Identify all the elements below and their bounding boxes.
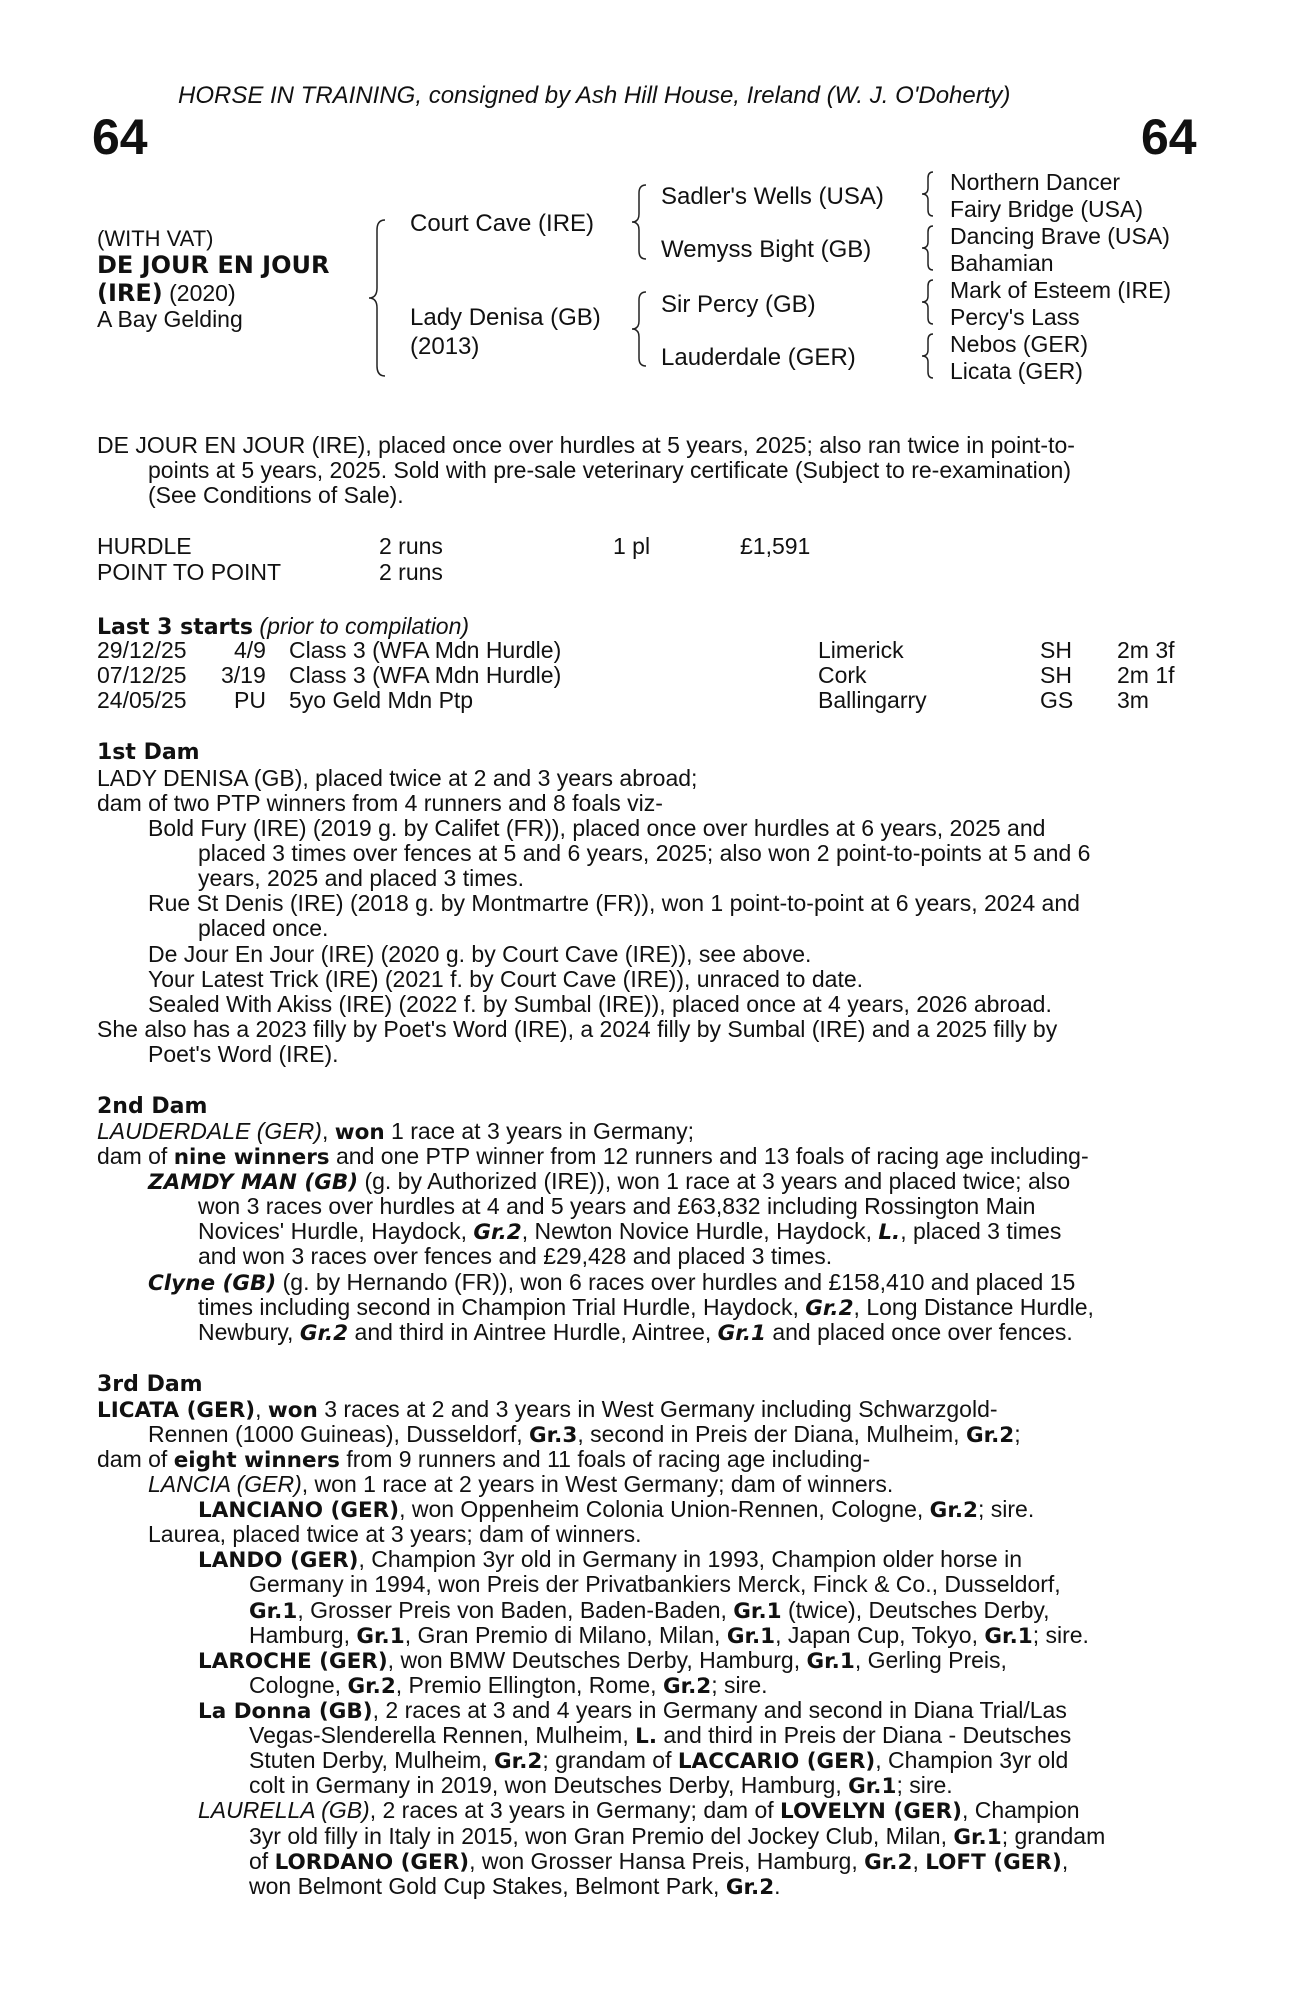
pedigree-gen3-5: Mark of Esteem (IRE) — [950, 277, 1172, 303]
text: , Champion 3yr old in Germany in 1993, Champion older horse in — [358, 1546, 1023, 1572]
grade-badge: Gr.2 — [965, 1423, 1015, 1448]
zamdy-man-name: ZAMDY MAN (GB) — [148, 1170, 359, 1195]
text: Novices' Hurdle, Haydock, — [198, 1218, 474, 1244]
text: , 2 races at 3 years in Germany; dam of — [369, 1797, 781, 1823]
winners-count: eight winners — [173, 1448, 340, 1473]
start-distance: 2m 3f — [1117, 637, 1175, 663]
pedigree-gen3-4: Bahamian — [950, 250, 1054, 276]
record-placed-1: 1 pl — [613, 533, 651, 559]
produce-latest-trick: Your Latest Trick (IRE) (2021 f. by Court Cave (IRE)), unraced to date. — [148, 966, 864, 992]
start-distance: 2m 1f — [1117, 662, 1175, 688]
pedigree-sire: Court Cave (IRE) — [410, 210, 595, 237]
last-starts-subtitle: (prior to compilation) — [253, 613, 470, 639]
grade-badge: Gr.2 — [805, 1296, 854, 1321]
produce-de-jour: De Jour En Jour (IRE) (2020 g. by Court Cave (IRE)), see above. — [148, 941, 812, 967]
start-date: 29/12/25 — [97, 637, 187, 663]
text: times including second in Champion Trial Hurdle, Haydock, — [198, 1294, 806, 1320]
text: , Premio Ellington, Rome, — [395, 1672, 663, 1698]
text: dam of — [97, 1446, 174, 1472]
produce-la-donna-cont — [249, 1723, 1071, 1750]
winners-count: nine winners — [173, 1145, 330, 1170]
pedigree-brace-3b — [919, 224, 937, 272]
grade-badge: Gr.1 — [806, 1649, 855, 1674]
produce-laurella-cont — [249, 1874, 781, 1901]
produce-lancia — [148, 1472, 893, 1498]
pedigree-brace-3d — [919, 332, 937, 380]
text: ; sire. — [711, 1672, 768, 1698]
text: Cologne, — [249, 1672, 348, 1698]
produce-clyne-cont — [198, 1320, 1073, 1347]
produce-zamdy-man-cont: won 3 races over hurdles at 4 and 5 years and £63,832 including Rossington Main — [198, 1193, 1036, 1219]
grade-badge: Gr.1 — [726, 1624, 776, 1649]
laccario-name: LACCARIO (GER) — [677, 1749, 876, 1774]
start-date: 07/12/25 — [97, 662, 187, 688]
text: and one PTP winner from 12 runners and 13 foals of racing age including- — [329, 1143, 1089, 1169]
text: , won 1 race at 2 years in West Germany; dam of winners. — [301, 1471, 894, 1497]
record-type-2: POINT TO POINT — [97, 559, 282, 585]
text: , Gran Premio di Milano, Milan, — [404, 1622, 727, 1648]
produce-laurella-cont — [249, 1849, 1068, 1876]
text: 3 races at 2 and 3 years in West Germany including Schwarzgold- — [317, 1396, 998, 1422]
grade-badge: Gr.2 — [473, 1220, 522, 1245]
produce-sealed-with-akiss: Sealed With Akiss (IRE) (2022 f. by Sumbal (IRE)), placed once at 4 years, 2026 abroad. — [148, 991, 1052, 1017]
pedigree-dam-year: (2013) — [410, 333, 480, 360]
vat-label: (WITH VAT) — [97, 226, 214, 251]
text: , Champion — [961, 1797, 1080, 1823]
produce-la-donna-cont — [249, 1773, 953, 1800]
produce-zamdy-man-cont: and won 3 races over fences and £29,428 and placed 3 times. — [198, 1243, 833, 1269]
third-dam-line-1 — [97, 1397, 998, 1424]
start-course: Ballingarry — [818, 687, 927, 713]
text: , won Oppenheim Colonia Union-Rennen, Cologne, — [399, 1496, 930, 1522]
lando-name: LANDO (GER) — [198, 1548, 359, 1573]
pedigree-brace-3a — [919, 170, 937, 218]
lovelyn-name: LOVELYN (GER) — [780, 1799, 962, 1824]
listed-badge: L. — [878, 1220, 901, 1245]
produce-laroche-cont — [249, 1673, 768, 1700]
horse-year: (2020) — [162, 280, 236, 306]
lot-number-left: 64 — [92, 109, 148, 165]
produce-la-donna-cont — [249, 1748, 1068, 1775]
text: dam of — [97, 1143, 174, 1169]
produce-laroche — [198, 1648, 1007, 1675]
pedigree-brace-2a — [628, 183, 650, 261]
text: Stuten Derby, Mulheim, — [249, 1747, 495, 1773]
start-position: 3/19 — [221, 662, 266, 688]
summary-line-3: (See Conditions of Sale). — [148, 482, 404, 508]
produce-bold-fury-cont: placed 3 times over fences at 5 and 6 years, 2025; also won 2 point-to-points at 5 and 6 — [198, 840, 1091, 866]
first-dam-line: LADY DENISA (GB), placed twice at 2 and 3 years abroad; — [97, 765, 698, 791]
text: , Newton Novice Hurdle, Haydock, — [521, 1218, 879, 1244]
produce-la-donna — [198, 1698, 1067, 1725]
produce-bold-fury: Bold Fury (IRE) (2019 g. by Califet (FR)), placed once over hurdles at 6 years, 2025 and — [148, 815, 1046, 841]
grade-badge: Gr.2 — [299, 1321, 349, 1346]
start-course: Cork — [818, 662, 867, 688]
text: and placed once over fences. — [765, 1319, 1073, 1345]
text: , 2 races at 3 and 4 years in Germany and second in Diana Trial/Las — [372, 1697, 1067, 1723]
text: ; sire. — [896, 1772, 953, 1798]
second-dam-name: LAUDERDALE (GER) — [97, 1118, 322, 1144]
text: , Gerling Preis, — [854, 1647, 1007, 1673]
text: , Japan Cup, Tokyo, — [775, 1622, 985, 1648]
produce-rue-st-denis-cont: placed once. — [198, 915, 329, 941]
grade-badge: Gr.1 — [733, 1599, 782, 1624]
text: ; grandam of — [542, 1747, 678, 1773]
pedigree-brace-3c — [919, 278, 937, 326]
first-dam-heading: 1st Dam — [97, 740, 200, 765]
text: won Belmont Gold Cup Stakes, Belmont Park, — [249, 1873, 726, 1899]
start-going: SH — [1040, 662, 1072, 688]
clyne-name: Clyne (GB) — [148, 1271, 277, 1296]
lancia-name: LANCIA (GER) — [148, 1471, 302, 1497]
start-going: SH — [1040, 637, 1072, 663]
text: Newbury, — [198, 1319, 300, 1345]
text: , won Grosser Hansa Preis, Hamburg, — [469, 1848, 865, 1874]
text: (twice), Deutsches Derby, — [781, 1597, 1050, 1623]
pedigree-dam-dam: Lauderdale (GER) — [661, 344, 856, 371]
produce-lando-cont: Germany in 1994, won Preis der Privatbankiers Merck, Finck & Co., Dusseldorf, — [249, 1571, 1061, 1597]
loft-name: LOFT (GER) — [925, 1850, 1062, 1875]
first-dam-also-cont: Poet's Word (IRE). — [148, 1041, 339, 1067]
produce-zamdy-man-cont — [198, 1219, 1061, 1246]
laurella-name: LAURELLA (GB) — [198, 1797, 370, 1823]
summary-line-2: points at 5 years, 2025. Sold with pre-sale veterinary certificate (Subject to re-examination) — [148, 457, 1071, 483]
record-runs-2: 2 runs — [379, 559, 443, 585]
start-going: GS — [1040, 687, 1074, 713]
won-bold: won — [267, 1398, 318, 1423]
record-earnings-1: £1,591 — [740, 533, 811, 559]
produce-lando — [198, 1547, 1022, 1574]
text: , Champion 3yr old — [875, 1747, 1069, 1773]
produce-lando-cont — [249, 1598, 1050, 1625]
text: and third in Aintree Hurdle, Aintree, — [348, 1319, 718, 1345]
start-date: 24/05/25 — [97, 687, 187, 713]
punct: ; — [1014, 1421, 1021, 1447]
pedigree-dam-sire: Sir Percy (GB) — [661, 291, 816, 318]
grade-badge: Gr.2 — [347, 1674, 396, 1699]
second-dam-line-2 — [97, 1144, 1089, 1171]
start-race: Class 3 (WFA Mdn Hurdle) — [289, 637, 562, 663]
grade-badge: Gr.2 — [725, 1875, 775, 1900]
produce-bold-fury-cont: years, 2025 and placed 3 times. — [198, 865, 525, 891]
produce-zamdy-man — [148, 1169, 1070, 1196]
pedigree-gen3-8: Licata (GER) — [950, 358, 1083, 384]
grade-badge: Gr.3 — [529, 1423, 578, 1448]
produce-clyne-cont — [198, 1295, 1094, 1322]
pedigree-brace-1 — [365, 218, 389, 378]
punct: , — [912, 1848, 926, 1874]
text: and third in Preis der Diana - Deutsches — [657, 1722, 1072, 1748]
lot-number-right: 64 — [1141, 109, 1197, 165]
pedigree-gen3-6: Percy's Lass — [950, 304, 1080, 330]
horse-name-suffix-row — [97, 279, 236, 307]
text: 3yr old filly in Italy in 2015, won Gran Premio del Jockey Club, Milan, — [249, 1823, 954, 1849]
text: (g. by Hernando (FR)), won 6 races over hurdles and £158,410 and placed 15 — [276, 1269, 1076, 1295]
grade-badge: Gr.1 — [717, 1321, 766, 1346]
produce-lando-cont — [249, 1623, 1089, 1650]
grade-badge: Gr.2 — [662, 1674, 712, 1699]
won-bold: won — [334, 1120, 385, 1145]
second-dam-heading: 2nd Dam — [97, 1094, 208, 1119]
produce-rue-st-denis: Rue St Denis (IRE) (2018 g. by Montmartre (FR)), won 1 point-to-point at 6 years, 2024 and — [148, 890, 1080, 916]
pedigree-gen3-1: Northern Dancer — [950, 169, 1121, 195]
pedigree-sire-dam: Wemyss Bight (GB) — [661, 236, 872, 263]
grade-badge: Gr.1 — [953, 1825, 1002, 1850]
first-dam-line: dam of two PTP winners from 4 runners and 8 foals viz- — [97, 790, 663, 816]
grade-badge: Gr.2 — [929, 1498, 978, 1523]
produce-laurea: Laurea, placed twice at 3 years; dam of winners. — [148, 1521, 642, 1547]
text: of — [249, 1848, 275, 1874]
text: Vegas-Slenderella Rennen, Mulheim, — [249, 1722, 636, 1748]
third-dam-name: LICATA (GER) — [97, 1398, 256, 1423]
text: , second in Preis der Diana, Mulheim, — [577, 1421, 966, 1447]
pedigree-gen3-7: Nebos (GER) — [950, 331, 1089, 357]
text: Rennen (1000 Guineas), Dusseldorf, — [148, 1421, 529, 1447]
text: , Grosser Preis von Baden, Baden-Baden, — [297, 1597, 734, 1623]
produce-laurella-cont — [249, 1824, 1105, 1851]
grade-badge: Gr.1 — [356, 1624, 405, 1649]
text: ; grandam — [1001, 1823, 1106, 1849]
punct: , — [321, 1118, 335, 1144]
text: (g. by Authorized (IRE)), won 1 race at 3 years and placed twice; also — [358, 1168, 1071, 1194]
third-dam-line-3 — [97, 1447, 870, 1474]
start-course: Limerick — [818, 637, 904, 663]
horse-name: DE JOUR EN JOUR — [97, 251, 330, 279]
produce-clyne — [148, 1270, 1075, 1297]
third-dam-heading: 3rd Dam — [97, 1372, 203, 1397]
consignment-header: HORSE IN TRAINING, consigned by Ash Hill House, Ireland (W. J. O'Doherty) — [178, 82, 1011, 109]
text: ; sire. — [1032, 1622, 1089, 1648]
text: ; sire. — [977, 1496, 1035, 1522]
text: , Long Distance Hurdle, — [853, 1294, 1094, 1320]
pedigree-gen3-2: Fairy Bridge (USA) — [950, 196, 1143, 222]
punct: , — [255, 1396, 268, 1422]
grade-badge: Gr.1 — [249, 1599, 298, 1624]
lordano-name: LORDANO (GER) — [274, 1850, 470, 1875]
punct: , — [1061, 1848, 1069, 1874]
text: , won BMW Deutsches Derby, Hamburg, — [387, 1647, 807, 1673]
horse-description: A Bay Gelding — [97, 306, 243, 332]
summary-line-1: DE JOUR EN JOUR (IRE), placed once over hurdles at 5 years, 2025; also ran twice in point-to- — [97, 432, 1075, 458]
start-position: PU — [234, 687, 266, 713]
pedigree-dam: Lady Denisa (GB) — [410, 304, 601, 331]
text: colt in Germany in 2019, won Deutsches Derby, Hamburg, — [249, 1772, 849, 1798]
pedigree-sire-sire: Sadler's Wells (USA) — [661, 183, 884, 210]
text: from 9 runners and 11 foals of racing age including- — [339, 1446, 871, 1472]
last-starts-title: Last 3 starts — [97, 615, 254, 640]
produce-lanciano — [198, 1497, 1034, 1524]
grade-badge: Gr.1 — [984, 1624, 1033, 1649]
start-position: 4/9 — [234, 637, 266, 663]
text: 1 race at 3 years in Germany; — [384, 1118, 695, 1144]
listed-badge: L. — [635, 1724, 657, 1749]
third-dam-line-2 — [148, 1422, 1021, 1449]
laroche-name: LAROCHE (GER) — [198, 1649, 388, 1674]
lanciano-name: LANCIANO (GER) — [198, 1498, 400, 1523]
text: Hamburg, — [249, 1622, 357, 1648]
record-runs-1: 2 runs — [379, 533, 443, 559]
text: , placed 3 times — [900, 1218, 1062, 1244]
produce-laurella — [198, 1798, 1080, 1825]
grade-badge: Gr.2 — [494, 1749, 543, 1774]
grade-badge: Gr.1 — [848, 1774, 897, 1799]
record-type-1: HURDLE — [97, 533, 192, 559]
punct: . — [774, 1873, 781, 1899]
pedigree-gen3-3: Dancing Brave (USA) — [950, 223, 1170, 249]
horse-country: (IRE) — [97, 279, 163, 307]
start-race: 5yo Geld Mdn Ptp — [289, 687, 474, 713]
start-distance: 3m — [1117, 687, 1149, 713]
second-dam-line-1 — [97, 1119, 694, 1146]
grade-badge: Gr.2 — [864, 1850, 913, 1875]
start-race: Class 3 (WFA Mdn Hurdle) — [289, 662, 562, 688]
pedigree-brace-2b — [628, 290, 650, 368]
la-donna-name: La Donna (GB) — [198, 1699, 373, 1724]
first-dam-also: She also has a 2023 filly by Poet's Word (IRE), a 2024 filly by Sumbal (IRE) and a 2025 filly by — [97, 1016, 1058, 1042]
last-starts-heading — [97, 613, 469, 640]
